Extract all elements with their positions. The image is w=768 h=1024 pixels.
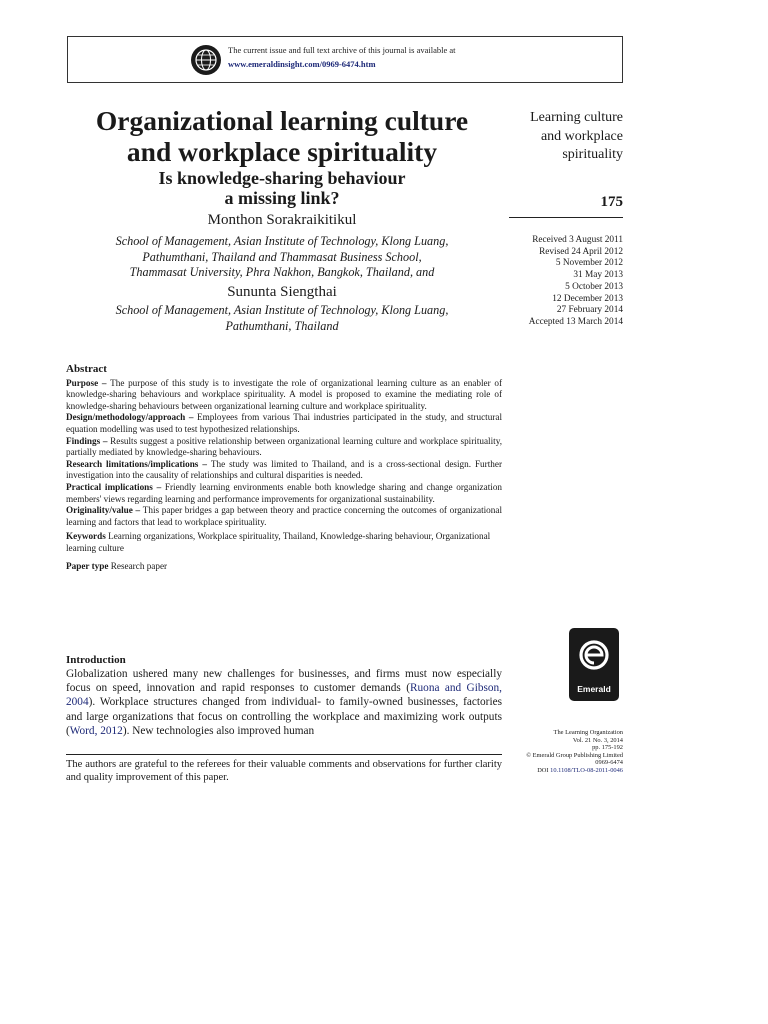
abstract-originality: Originality/value – This paper bridges a gap between theory and practice concerning the outcomes of organizational learning and factors that lead to workplace spirituality.	[66, 505, 503, 527]
citation-link[interactable]: Ruona and Gibson, 2004	[66, 682, 503, 709]
issn: 0969-6474	[595, 759, 623, 767]
section-text: Results suggest a positive relationship between organizational learning culture and workplace spirituality, partially mediated by knowledge-sharing behaviours.	[66, 435, 502, 458]
section-text: Friendly learning environments enable both knowledge sharing and change organization members' views regarding learning and performance improvements for organizational sustainability.	[66, 481, 503, 504]
page-number: 175	[600, 194, 623, 210]
journal-url-link[interactable]: www.emeraldinsight.com/0969-6474.htm	[228, 59, 376, 69]
section-text: The purpose of this study is to investigate the role of organizational learning culture as an enabler of knowledge-sharing behaviours and workplace spirituality. A model is proposed to examine the mediating role of knowledge-sharing behaviours between organizational learning culture and workplace spirituality.	[66, 377, 503, 411]
keywords	[66, 531, 502, 554]
intro-text: ). New technologies also improved human	[122, 724, 315, 737]
copyright: © Emerald Group Publishing Limited	[526, 751, 623, 759]
footnote-divider	[66, 754, 502, 755]
section-text: The study was limited to Thailand, and is a cross-sectional design. Further investigation into the causality of relationships and cultural disparities is needed.	[66, 458, 502, 481]
running-title-line: and workplace	[540, 128, 623, 144]
history-entry: Accepted 13 March 2014	[528, 316, 623, 327]
affiliation-line: Thammasat University, Phra Nakhon, Bangkok, Thailand, and	[129, 265, 435, 279]
author-affiliation	[62, 303, 502, 334]
section-label: Practical implications	[66, 481, 153, 492]
affiliation-line: School of Management, Asian Institute of Technology, Klong Luang,	[115, 303, 449, 317]
banner-text: The current issue and full text archive of this journal is available at	[228, 45, 456, 55]
intro-text: ). Workplace structures changed from individual- to family-owned businesses, factories and large organizations that focus on controlling the workplace and maximizing work outputs (	[66, 696, 502, 737]
footnote: The authors are grateful to the referees for their valuable comments and observations for further clarity and quality improvement of this paper.	[66, 759, 502, 783]
doi-link[interactable]: 10.1108/TLO-08-2011-0046	[550, 766, 623, 774]
history-entry: Received 3 August 2011	[532, 235, 623, 245]
affiliation-line: School of Management, Asian Institute of Technology, Klong Luang,	[115, 234, 449, 248]
page-range: pp. 175-192	[592, 744, 623, 752]
keywords-text: Learning organizations, Workplace spirituality, Thailand, Knowledge-sharing behaviour, Organizational learning culture	[66, 531, 491, 553]
paper-type-text: Research paper	[110, 560, 168, 571]
citation-link[interactable]: Word, 2012	[69, 724, 123, 737]
history-entry: 27 February 2014	[556, 305, 623, 316]
intro-text: Globalization ushered many new challenges for businesses, and firms must now especially focus on speed, innovation and rapid responses to customer demands (	[66, 668, 502, 695]
section-text: This paper bridges a gap between theory and practice concerning the outcomes of organizational learning and factors that lead to workplace spirituality.	[66, 505, 503, 527]
introduction-heading: Introduction	[66, 654, 126, 666]
history-entry: 31 May 2013	[573, 270, 623, 281]
title-line-2: and workplace spirituality	[126, 136, 438, 167]
history-entry: 5 November 2012	[555, 258, 623, 269]
section-label: Design/methodology/approach	[66, 412, 186, 423]
keywords-label: Keywords	[66, 531, 106, 542]
affiliation-line: Pathumthani, Thailand and Thammasat Business School,	[142, 249, 422, 264]
journal-volume: Vol. 21 No. 3, 2014	[572, 736, 623, 744]
abstract-findings: Findings – Results suggest a positive relationship between organizational learning culture and workplace spirituality, partially mediated by knowledge-sharing behaviours.	[66, 435, 502, 458]
abstract-purpose: Purpose – The purpose of this study is to investigate the role of organizational learning culture as an enabler of knowledge-sharing behaviours and workplace spirituality. A model is proposed to examine the mediating role of knowledge-sharing behaviours between organizational learning culture and workplace spirituality.	[66, 377, 503, 411]
running-title-line: Learning culture	[530, 110, 623, 125]
doi	[490, 767, 623, 775]
author-name: Monthon Sorakraikitikul	[207, 212, 357, 228]
publication-info	[490, 729, 623, 775]
article-title	[62, 105, 502, 167]
author-name: Sununta Siengthai	[227, 284, 337, 300]
abstract-limitations: Research limitations/implications – The study was limited to Thailand, and is a cross-sectional design. Further investigation into the causality of relationships and cultural disparities is needed.	[66, 458, 502, 481]
introduction	[66, 654, 502, 738]
introduction-paragraph	[66, 667, 502, 738]
section-label: Research limitations/implications	[66, 458, 199, 469]
globe-icon	[191, 45, 221, 75]
history-entry: 12 December 2013	[552, 293, 623, 304]
section-label: Purpose	[66, 377, 99, 388]
section-text: Employees from various Thai industries participated in the study, and structural equation modelling was used to test hypothesized relationships.	[66, 412, 503, 434]
abstract-heading: Abstract	[66, 363, 107, 375]
running-title	[500, 109, 623, 165]
divider	[509, 217, 623, 218]
subtitle-line-1: Is knowledge-sharing behaviour	[158, 168, 406, 188]
section-label: Findings	[66, 435, 101, 446]
affiliation-line: Pathumthani, Thailand	[225, 318, 339, 333]
abstract-design: Design/methodology/approach – Employees from various Thai industries participated in the study, and structural equation modelling was used to test hypothesized relationships.	[66, 412, 503, 434]
paper-type	[66, 561, 502, 573]
paper-type-label: Paper type	[66, 560, 109, 571]
title-line-1: Organizational learning culture	[95, 105, 469, 136]
submission-history	[480, 235, 623, 329]
emerald-logo-text: Emerald	[577, 684, 611, 694]
history-entry: 5 October 2013	[565, 281, 623, 292]
abstract-practical: Practical implications – Friendly learning environments enable both knowledge sharing and change organization members' views regarding learning and performance improvements for organizational sustainability.	[66, 481, 503, 504]
author-affiliation	[62, 234, 502, 281]
history-entry: Revised 24 April 2012	[539, 246, 623, 257]
subtitle-line-2: a missing link?	[224, 188, 340, 208]
abstract	[66, 364, 502, 572]
running-title-line: spirituality	[562, 147, 623, 162]
journal-name: The Learning Organization	[553, 729, 623, 736]
doi-label: DOI	[537, 766, 549, 774]
article-subtitle	[62, 168, 502, 208]
section-label: Originality/value	[66, 505, 133, 516]
